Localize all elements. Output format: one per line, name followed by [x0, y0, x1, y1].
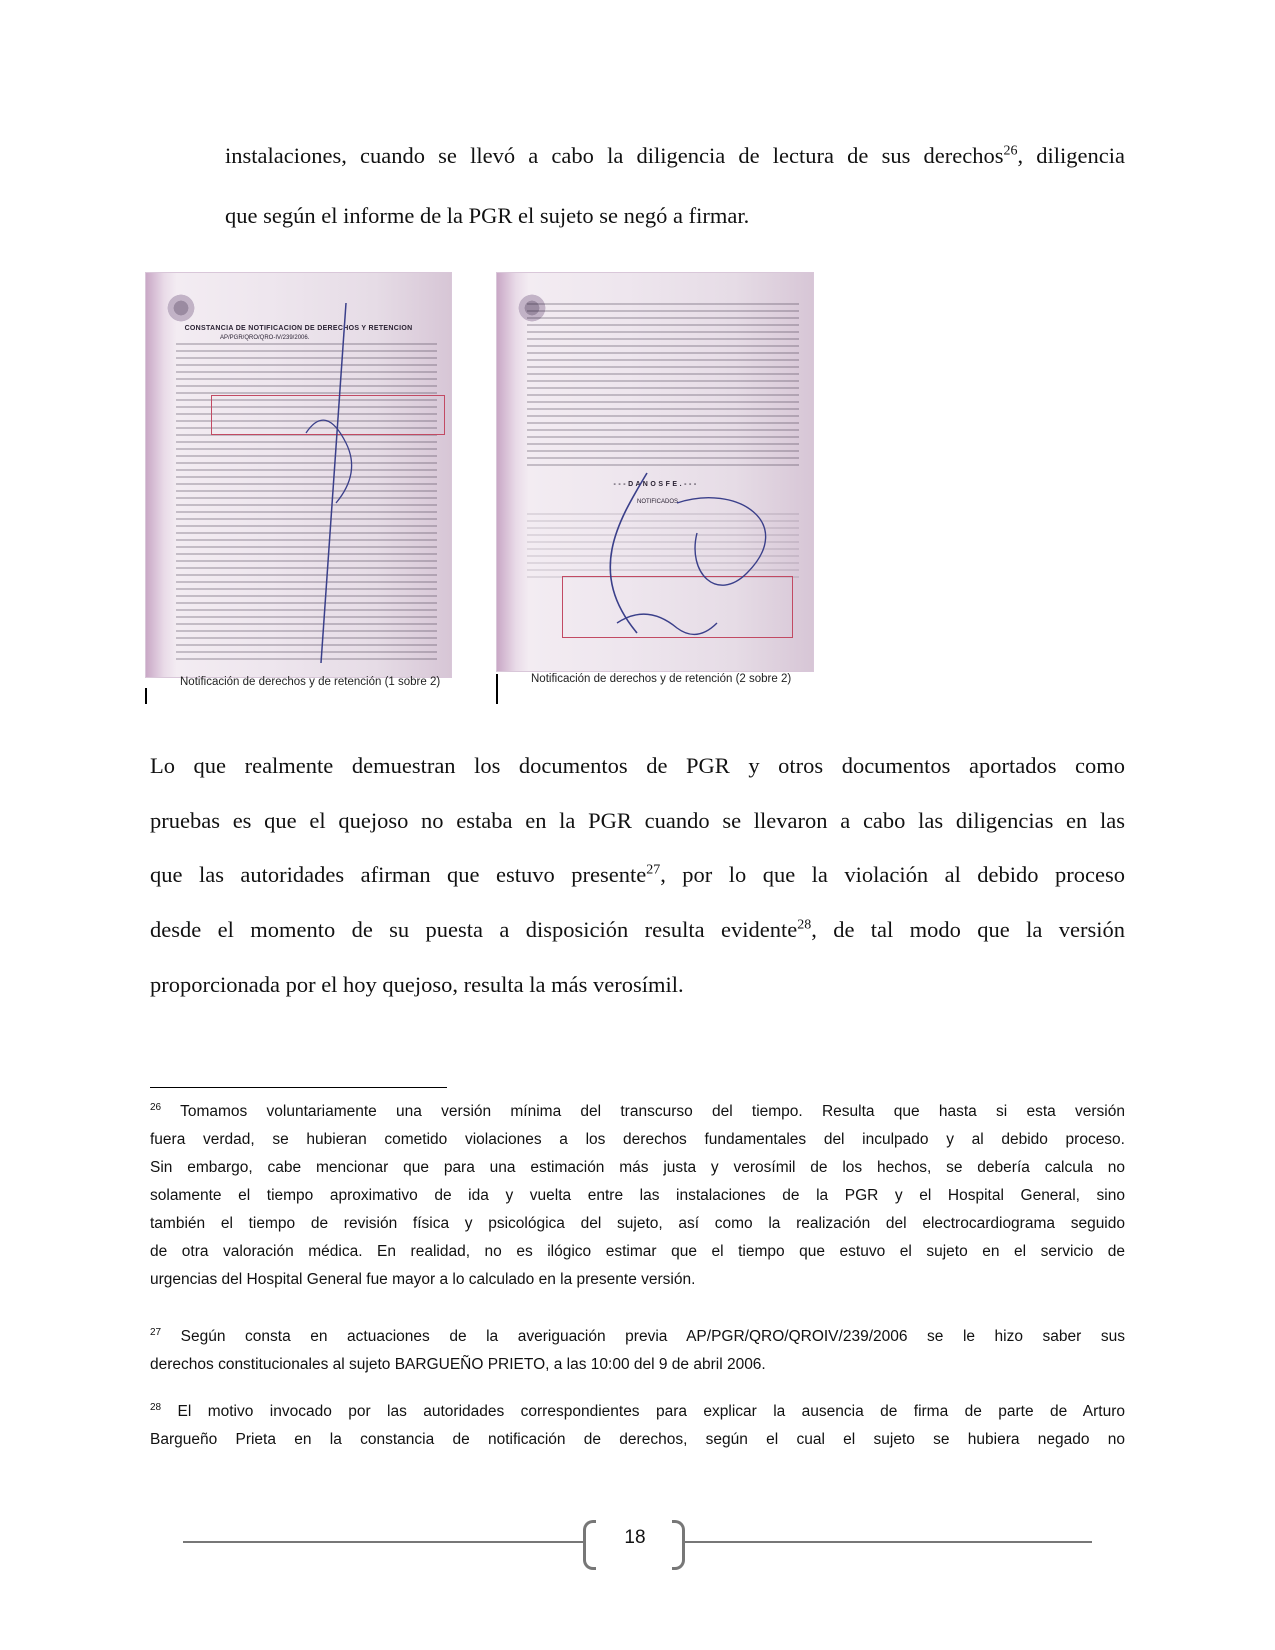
paragraph-top-line-1: instalaciones, cuando se llevó a cabo la diligencia de lectura de sus derechos$^{26}$, diligencia: [225, 143, 1126, 168]
footnote-28-line: Bargueño Prieta en la constancia de notificación de derechos, según el cual el sujeto se hubiera negado no: [150, 1431, 1125, 1448]
paragraph-main-line-5: proporcionada por el hoy quejoso, resulta la más verosímil.: [150, 972, 684, 997]
figure-1-scan-ref: AP/PGR/QRO/QRO-IV/239/2006.: [220, 335, 310, 341]
footnote-27-number: 27: [150, 1326, 162, 1338]
figure-1-scan-title: CONSTANCIA DE NOTIFICACION DE DERECHOS Y RETENCION: [184, 325, 413, 332]
figure-2-signature-marks: [497, 273, 813, 671]
figure-1-scan-image: [145, 272, 452, 678]
paragraph-main-line-4: desde el momento de su puesta a disposición resulta evidente$^{28}$, de tal modo que la versión: [150, 917, 1125, 942]
footer-rule-right: [682, 1541, 1092, 1543]
page-number: 18: [624, 1527, 646, 1548]
figure-1-signature-marks: [146, 273, 451, 677]
paragraph-main-line-3: que las autoridades afirman que estuvo presente$^{27}$, por lo que la violación al debido proceso: [150, 862, 1125, 887]
footnote-ref-27[interactable]: 27: [646, 862, 661, 878]
paragraph-main-line-1: Lo que realmente demuestran los documentos de PGR y otros documentos aportados como: [150, 753, 1125, 778]
footnote-28-number: 28: [150, 1401, 162, 1413]
footnote-26-line: fuera verdad, se hubieran cometido violaciones a los derechos fundamentales del inculpado y al debido proceso.: [150, 1131, 1125, 1148]
footnote-27-line: $^{27}$ Según consta en actuaciones de la averiguación previa AP/PGR/QRO/QROIV/239/2006 se le hizo saber sus: [150, 1326, 1125, 1345]
footer-bracket-right: [672, 1520, 685, 1570]
footnote-26-number: 26: [150, 1101, 162, 1113]
figure-1-left-rule: [145, 688, 147, 704]
footnote-26-line: urgencias del Hospital General fue mayor a lo calculado en la presente versión.: [150, 1271, 696, 1288]
footnote-separator: [150, 1087, 447, 1088]
footnote-26-line: $^{26}$ Tomamos voluntariamente una versión mínima del transcurso del tiempo. Resulta que hasta si esta versión: [150, 1101, 1125, 1120]
figure-2-scan-title: - - - D A N O S F E . - - -: [613, 481, 697, 488]
footnote-ref-26[interactable]: 26: [1003, 143, 1018, 159]
paragraph-main-line-2: pruebas es que el quejoso no estaba en la PGR cuando se llevaron a cabo las diligencias en las: [150, 808, 1125, 833]
footnote-26-line: Sin embargo, cabe mencionar que para una estimación más justa y verosímil de los hechos, se debería calcula no: [150, 1159, 1125, 1176]
footnote-26-line: también el tiempo de revisión física y psicológica del sujeto, así como la realización del electrocardiograma seguido: [150, 1215, 1125, 1232]
footnote-28-line: $^{28}$ El motivo invocado por las autoridades correspondientes para explicar la ausencia de firma de parte de Arturo: [150, 1401, 1125, 1420]
footer-rule-left: [183, 1541, 583, 1543]
footnote-27-line: derechos constitucionales al sujeto BARGUEÑO PRIETO, a las 10:00 del 9 de abril 2006.: [150, 1356, 766, 1373]
footnote-ref-28[interactable]: 28: [797, 917, 812, 933]
footnote-26-line: de otra valoración médica. En realidad, no es ilógico estimar que el tiempo que estuvo el sujeto en el servicio de: [150, 1243, 1125, 1260]
footer-bracket-left: [583, 1520, 596, 1570]
figure-1-caption: Notificación de derechos y de retención (1 sobre 2): [180, 676, 441, 688]
paragraph-top-line-2: que según el informe de la PGR el sujeto se negó a firmar.: [225, 203, 750, 228]
footnote-26-line: solamente el tiempo aproximativo de ida y vuelta entre las instalaciones de la PGR y el Hospital General, sino: [150, 1187, 1125, 1204]
figure-2-caption: Notificación de derechos y de retención (2 sobre 2): [531, 673, 792, 685]
figure-2-left-rule: [496, 674, 498, 704]
figure-2-scan-image: [496, 272, 814, 672]
figure-2-scan-ref: NOTIFICADOS: [637, 499, 679, 505]
